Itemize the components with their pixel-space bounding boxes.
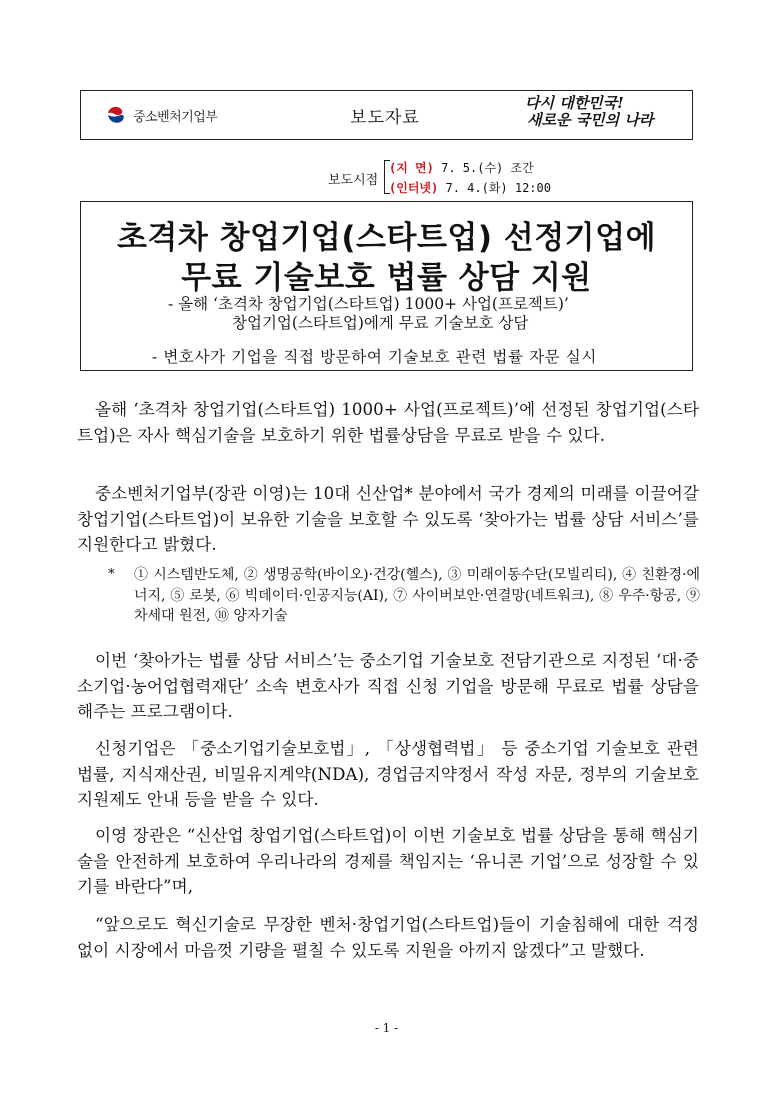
- release-print-value: 7. 5.(수) 조간: [441, 161, 534, 175]
- headline-line-1: 초격차 창업기업(스타트업) 선정기업에: [116, 220, 657, 256]
- footnote-mark: *: [108, 567, 115, 582]
- paragraph-6: “앞으로도 혁신기술로 무장한 벤처·창업기업(스타트업)들이 기술침해에 대한 걱정없이 시장에서 마음껏 기량을 펼칠 수 있도록 지원을 아끼지 않겠다”고 말했다.: [77, 915, 699, 960]
- release-web-row: [389, 178, 551, 198]
- subheading-1: - 올해 ‘초격차 창업기업(스타트업) 1000+ 사업(프로젝트)’: [168, 295, 569, 313]
- slogan-line-2: 새로운 국민의 나라: [527, 111, 654, 129]
- ministry-name: 중소벤처기업부: [133, 109, 218, 125]
- release-web-key: (인터넷): [389, 181, 439, 195]
- subheading-2: - 변호사가 기업을 직접 방문하여 기술보호 관련 법률 자문 실시: [152, 348, 597, 366]
- release-time-label: 보도시점: [328, 173, 379, 188]
- release-print-row: [389, 158, 551, 178]
- subheading-1-continued: 창업기업(스타트업)에게 무료 기술보호 상담: [232, 314, 529, 332]
- release-web-value: 7. 4.(화) 12:00: [445, 181, 551, 195]
- paragraph-4: 신청기업은 「중소기업기술보호법」, 「상생협력법」 등 중소기업 기술보호 관련 법률, 지식재산권, 비밀유지계약(NDA), 경업금지약정서 작성 자문, 정부의 기술보호 지원제도 안내 등을 받을 수 있다.: [77, 739, 699, 809]
- footnote-industries: ① 시스템반도체, ② 생명공학(바이오)·건강(헬스), ③ 미래이동수단(모빌리티), ④ 친환경·에너지, ⑤ 로봇, ⑥ 빅데이터·인공지능(AI), ⑦ 사이버보안·연결망(네트워크), ⑧ 우주·항공, ⑨ 차세대 원전, ⑩ 양자기술: [134, 567, 700, 624]
- doc-type: 보도자료: [350, 108, 420, 128]
- government-slogan: [525, 95, 675, 129]
- paragraph-3: 이번 ‘찾아가는 법률 상담 서비스’는 중소기업 기술보호 전담기관으로 지정된 ‘대·중소기업·농어업협력재단’ 소속 변호사가 직접 신청 기업을 방문해 무료로 법률 상담을 해주는 프로그램이다.: [77, 651, 699, 721]
- ministry-logo: [105, 98, 255, 132]
- headline-line-2: 무료 기술보호 법률 상담 지원: [181, 260, 592, 296]
- paragraph-1: 올해 ‘초격차 창업기업(스타트업) 1000+ 사업(프로젝트)’에 선정된 창업기업(스타트업)은 자사 핵심기술을 보호하기 위한 법률상담을 무료로 받을 수 있다.: [77, 400, 699, 445]
- taegeuk-emblem-icon: [105, 104, 127, 126]
- paragraph-5: 이영 장관은 “신산업 창업기업(스타트업)이 이번 기술보호 법률 상담을 통해 핵심기술을 안전하게 보호하여 우리나라의 경제를 책임지는 ‘유니콘 기업’으로 성장할 수 있기를 바란다”며,: [77, 826, 699, 896]
- slogan-line-1: 다시 대한민국!: [525, 94, 624, 112]
- release-times: [389, 158, 551, 198]
- paragraph-2: 중소벤처기업부(장관 이영)는 10대 신산업* 분야에서 국가 경제의 미래를 이끌어갈 창업기업(스타트업)이 보유한 기술을 보호할 수 있도록 ‘찾아가는 법률 상담 서비스’를 지원한다고 밝혔다.: [77, 484, 699, 554]
- page-number: - 1 -: [374, 1021, 399, 1035]
- release-print-key: (지 면): [389, 161, 434, 175]
